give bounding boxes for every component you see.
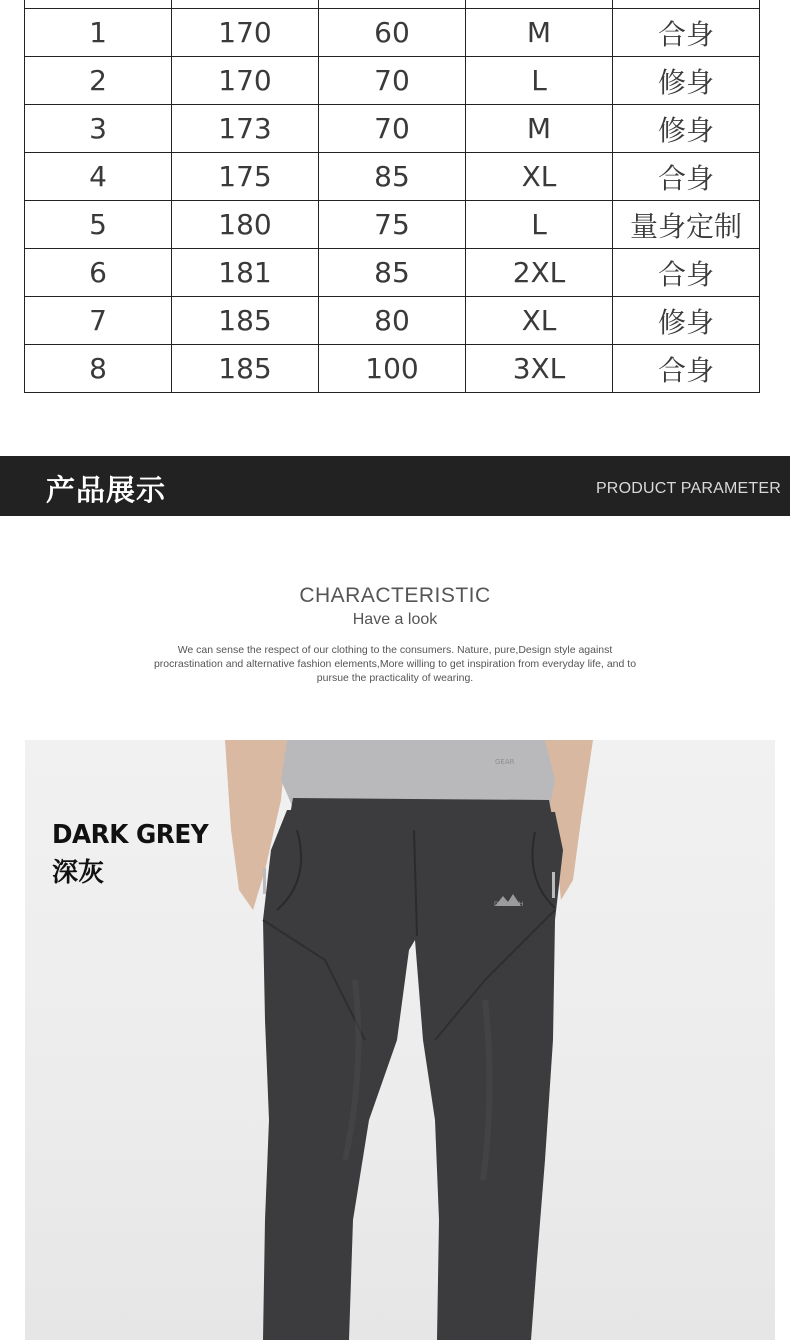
table-cell: 修身: [613, 105, 760, 153]
table-cell: 合身: [613, 153, 760, 201]
table-cell: 181: [172, 249, 319, 297]
table-cell: 量身定制: [613, 201, 760, 249]
table-cell: 5: [25, 201, 172, 249]
table-row: [25, 105, 760, 153]
characteristic-subtitle: Have a look: [352, 611, 438, 628]
table-cell: 8: [25, 345, 172, 393]
table-header-cell: [466, 0, 613, 9]
table-row: [25, 9, 760, 57]
table-cell: 80: [319, 297, 466, 345]
table-header-cell: [172, 0, 319, 9]
table-cell: 3: [25, 105, 172, 153]
size-table: [24, 0, 760, 393]
section-header-bar: [0, 456, 790, 516]
table-cell: 85: [319, 249, 466, 297]
table-cell: 合身: [613, 9, 760, 57]
table-cell: 7: [25, 297, 172, 345]
table-cell: XL: [466, 153, 613, 201]
table-header-cell: [613, 0, 760, 9]
characteristic-description: We can sense the respect of our clothing to the consumers. Nature, pure,Design style against procrastination and alternative fashion elements,More willing to get inspiration from everyday life, and to pursue the practicality of wearing.: [153, 644, 637, 684]
table-cell: 6: [25, 249, 172, 297]
table-cell: 100: [319, 345, 466, 393]
table-cell: 185: [172, 297, 319, 345]
pants: [263, 810, 563, 1340]
table-cell: 修身: [613, 297, 760, 345]
color-name-zh: 深灰: [52, 858, 105, 888]
table-cell: 4: [25, 153, 172, 201]
table-cell: 70: [319, 105, 466, 153]
table-cell: 修身: [613, 57, 760, 105]
section-title: 产品展示: [46, 473, 167, 507]
table-cell: 170: [172, 9, 319, 57]
table-cell: XL: [466, 297, 613, 345]
table-cell: 85: [319, 153, 466, 201]
table-row: [25, 153, 760, 201]
table-cell: M: [466, 9, 613, 57]
table-cell: M: [466, 105, 613, 153]
table-cell: 75: [319, 201, 466, 249]
table-cell: 2XL: [466, 249, 613, 297]
table-row: [25, 201, 760, 249]
table-header-cell: [25, 0, 172, 9]
table-row: [25, 345, 760, 393]
table-cell: 70: [319, 57, 466, 105]
table-cell: 185: [172, 345, 319, 393]
table-header-row: [25, 0, 760, 9]
table-cell: L: [466, 57, 613, 105]
table-cell: 180: [172, 201, 319, 249]
table-cell: 60: [319, 9, 466, 57]
table-cell: 1: [25, 9, 172, 57]
color-name-en: DARK GREY: [52, 820, 209, 850]
table-row: [25, 249, 760, 297]
section-subtitle: PRODUCT PARAMETER: [595, 480, 781, 497]
logo-text: DRY-TECH: [494, 901, 524, 908]
table-header-cell: [319, 0, 466, 9]
table-row: [25, 57, 760, 105]
table-cell: 2: [25, 57, 172, 105]
table-cell: 合身: [613, 249, 760, 297]
svg-text:GEAR: GEAR: [495, 758, 515, 766]
characteristic-title: CHARACTERISTIC: [299, 584, 491, 607]
table-cell: 3XL: [466, 345, 613, 393]
table-cell: L: [466, 201, 613, 249]
table-cell: 173: [172, 105, 319, 153]
table-cell: 175: [172, 153, 319, 201]
table-cell: 合身: [613, 345, 760, 393]
table-cell: 170: [172, 57, 319, 105]
table-row: [25, 297, 760, 345]
